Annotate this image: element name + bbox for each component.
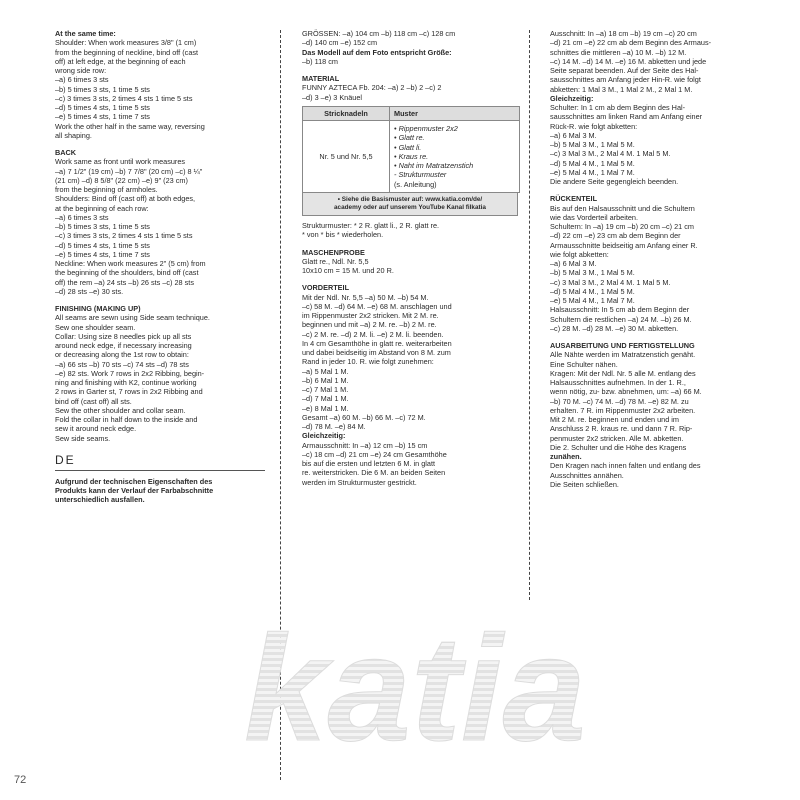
text-line: –c) 3 times 3 sts, 2 times 4 sts 1 time 5 sts	[55, 93, 193, 103]
text-line: Glatt re., Ndl. Nr. 5,5	[302, 256, 369, 266]
text-line: –b) 5 times 3 sts, 1 time 5 sts	[55, 84, 150, 94]
text-line: Rück-R. wie folgt abketten:	[550, 121, 638, 131]
text-line: Schulter: In 1 cm ab dem Beginn des Hal-	[550, 103, 686, 112]
text-line: Sew the other shoulder and collar seam.	[55, 405, 186, 415]
text-line: or decreasing along the 1st row to obtain:	[55, 350, 189, 360]
section-heading: VORDERTEIL	[302, 283, 350, 293]
text-line: –a) 66 sts –b) 70 sts –c) 74 sts –d) 78 sts	[55, 359, 189, 369]
text-line: Work the other half in the same way, reversing	[55, 121, 205, 131]
text-line: bind off (cast off) all sts.	[55, 396, 132, 406]
pattern-item: • Naht im Matratzenstich	[394, 161, 474, 171]
text-line: –e) 5 times 4 sts, 1 time 7 sts	[55, 112, 150, 122]
text-line: –d) 21 cm –e) 22 cm ab dem Beginn des Armaus-	[550, 38, 712, 48]
pattern-list	[390, 121, 520, 193]
text-line: * von * bis * wiederholen.	[302, 230, 384, 240]
column-divider	[529, 30, 530, 600]
de-note-line: unterschiedlich ausfallen.	[55, 495, 145, 505]
text-line: –c) 18 cm –d) 21 cm –e) 24 cm Gesamthöhe	[302, 449, 447, 459]
patterns-header: Muster	[390, 106, 520, 120]
text-line: Collar: Using size 8 needles pick up all sts	[55, 331, 192, 341]
text-line: wie folgt abketten:	[550, 249, 609, 259]
text-line: –b) 5 times 3 sts, 1 time 5 sts	[55, 222, 150, 231]
text-line: abketten: 1 Mal 3 M., 1 Mal 2 M., 2 Mal 1 M.	[550, 84, 693, 94]
text-line: bis auf die ersten und letzten 6 M. in glatt	[302, 459, 436, 469]
back-finishing-instructions	[550, 29, 770, 489]
text-line: Seite separat beenden. Auf der Seite des Hal-	[550, 66, 699, 75]
text-line: –d) 5 Mal 4 M., 1 Mal 5 M.	[550, 286, 635, 296]
text-line: penmuster 2x2 stricken. Alle M. abketten.	[550, 433, 684, 443]
text-line: –d) 22 cm –e) 23 cm ab dem Beginn der	[550, 231, 681, 241]
note-line: • Siehe die Basismuster auf: www.katia.com/de/	[337, 196, 483, 204]
text-line: Halsausschnittes aufnehmen. In der 1. R.,	[550, 378, 686, 387]
note-line: academy oder auf unserem YouTube Kanal filkatia	[333, 204, 486, 212]
sizes-material	[302, 29, 520, 102]
text-line: Mit 2 M. re. beginnen und enden und im	[550, 415, 679, 424]
text-line: –b) 5 Mal 3 M., 1 Mal 5 M.	[550, 268, 635, 278]
de-color-note	[55, 477, 270, 505]
text-line: Rand in jeder 10. R. wie folgt zunehmen:	[302, 357, 434, 367]
text-line: –c) 3 Mal 3 M., 2 Mal 4 M. 1 Mal 5 M.	[550, 149, 671, 159]
text-line: –d) 5 Mal 4 M., 1 Mal 5 M.	[550, 158, 635, 168]
section-heading: FINISHING (MAKING UP)	[55, 304, 141, 313]
text-line: Shoulder: When work measures 3/8" (1 cm)	[55, 38, 197, 48]
text-line: –a) 6 times 3 sts	[55, 75, 109, 85]
spacer	[550, 186, 770, 194]
text-line: Sew one shoulder seam.	[55, 322, 136, 332]
text-line: –a) 5 Mal 1 M.	[302, 366, 349, 376]
text-line: und dabei beidseitig im Abstand von 8 M. zum	[302, 348, 451, 358]
text-line: sew it around neck edge.	[55, 424, 137, 434]
text-line: Ausschnittes annähen.	[550, 470, 624, 480]
text-line: –a) 6 times 3 sts	[55, 212, 109, 222]
spacer	[302, 240, 520, 248]
text-line: In 4 cm Gesamthöhe in glatt re. weiterarbeiten	[302, 338, 452, 348]
text-line: Armausschnitte beidseitig am Anfang einer R.	[550, 240, 698, 250]
text-line: –c) 14 M. –d) 14 M. –e) 16 M. abketten und jede	[550, 56, 707, 66]
text-line: –d) 3 –e) 3 Knäuel	[302, 92, 363, 102]
section-heading: Das Modell auf dem Foto entspricht Größe:	[302, 47, 452, 57]
text-line: –d) 28 sts –e) 30 sts.	[55, 286, 124, 296]
text-line: –c) 28 M. –d) 28 M. –e) 30 M. abketten.	[550, 323, 679, 333]
column-german-2	[550, 29, 770, 489]
needles-table	[302, 106, 520, 193]
text-line: Fold the collar in half down to the inside and	[55, 415, 198, 424]
text-line: off) the rem –a) 24 sts –b) 26 sts –c) 28 sts	[55, 277, 194, 287]
text-line: Mit der Ndl. Nr. 5,5 –a) 50 M. –b) 54 M.	[302, 292, 429, 302]
text-line: Strukturmuster: * 2 R. glatt li., 2 R. glatt re.	[302, 221, 440, 231]
text-line: –c) 58 M. –d) 64 M. –e) 68 M. anschlagen und	[302, 301, 452, 311]
spacer	[550, 333, 770, 341]
text-line: im Rippenmuster 2x2 stricken. Mit 2 M. re.	[302, 311, 439, 321]
de-rule	[55, 470, 265, 471]
section-heading: BACK	[55, 148, 77, 157]
pattern-item: • Kraus re.	[394, 151, 429, 161]
text-line: GRÖSSEN: –a) 104 cm –b) 118 cm –c) 128 cm	[302, 29, 456, 38]
de-note-line: Produkts kann der Verlauf der Farbabschnitte	[55, 486, 214, 495]
section-heading: MASCHENPROBE	[302, 247, 365, 257]
text-line: Halsausschnitt: In 5 cm ab dem Beginn der	[550, 305, 690, 315]
text-line: Alle Nähte werden im Matratzenstich genäht.	[550, 350, 696, 360]
section-heading: Gleichzeitig:	[302, 431, 346, 441]
text-line: –d) 140 cm –e) 152 cm	[302, 38, 378, 48]
text-line: from the beginning of armholes.	[55, 185, 158, 194]
text-line: 2 rows in Garter st, 7 rows in 2x2 Ribbing and	[55, 387, 203, 397]
pattern-item: • Rippenmuster 2x2	[394, 124, 458, 133]
text-line: 10x10 cm = 15 M. und 20 R.	[302, 266, 394, 276]
english-instructions	[55, 29, 270, 443]
text-line: Den Kragen nach innen falten und entlang des	[550, 461, 701, 471]
text-line: erhalten. 7 R. im Rippenmuster 2x2 arbeiten.	[550, 405, 696, 415]
page-number: 72	[14, 774, 27, 786]
section-heading: MATERIAL	[302, 74, 340, 83]
text-line: wie das Vorderteil arbeiten.	[550, 212, 639, 222]
text-line: Sew side seams.	[55, 433, 111, 443]
text-line: wenn nötig, zu- bzw. abnehmen, um: –a) 66 M.	[550, 387, 702, 397]
logo-text: katia	[244, 628, 586, 760]
text-line: –b) 70 M. –c) 74 M. –d) 78 M. –e) 82 M. zu	[550, 396, 689, 406]
text-line: schnittes die mittleren –a) 10 M. –b) 12 M.	[550, 47, 687, 57]
column-english	[55, 29, 270, 505]
academy-note	[302, 193, 518, 216]
text-line: –e) 82 sts. Work 7 rows in 2x2 Ribbing, begin-	[55, 368, 205, 378]
section-heading: AUSARBEITUNG UND FERTIGSTELLUNG	[550, 341, 695, 350]
text-line: Gesamt –a) 60 M. –b) 66 M. –c) 72 M.	[302, 412, 426, 422]
section-heading: zunähen.	[550, 452, 582, 461]
text-line: beginnen und mit –a) 2 M. re. –b) 2 M. re.	[302, 320, 437, 330]
katia-logo	[225, 628, 605, 760]
text-line: –b) 5 Mal 3 M., 1 Mal 5 M.	[550, 140, 635, 149]
pattern-item: (s. Anleitung)	[394, 179, 437, 189]
text-line: ning and finishing with K2, continue working	[55, 378, 197, 387]
needles-header: Stricknadeln	[303, 106, 390, 120]
front-instructions	[302, 221, 520, 487]
text-line: the beginning of the shoulders, bind off (cast	[55, 268, 199, 278]
text-line: Shoulders: Bind off (cast off) at both edges,	[55, 194, 196, 204]
text-line: Work same as front until work measures	[55, 157, 186, 167]
text-line: Schultern: In –a) 19 cm –b) 20 cm –c) 21 cm	[550, 222, 694, 231]
text-line: –a) 6 Mal 3 M.	[550, 259, 597, 268]
pattern-item: • Glatt re.	[394, 133, 425, 143]
section-heading: RÜCKENTEIL	[550, 194, 598, 204]
text-line: –d) 5 times 4 sts, 1 time 5 sts	[55, 240, 150, 250]
text-line: –d) 5 times 4 sts, 1 time 5 sts	[55, 103, 150, 112]
text-line: –c) 3 times 3 sts, 2 times 4 sts 1 time 5 sts	[55, 231, 193, 241]
spacer	[55, 140, 270, 148]
text-line: Bis auf den Halsausschnitt und die Schultern	[550, 203, 695, 213]
text-line: –a) 6 Mal 3 M.	[550, 130, 597, 140]
text-line: Armausschnitt: In –a) 12 cm –b) 15 cm	[302, 440, 428, 450]
text-line: from the beginning of neckline, bind off (cast	[55, 47, 199, 57]
text-line: around neck edge, if necessary increasing	[55, 341, 192, 350]
pattern-item: - Strukturmuster	[394, 170, 447, 180]
text-line: (21 cm) –d) 8 5/8" (22 cm) –e) 9" (23 cm)	[55, 175, 188, 185]
text-line: wrong side row:	[55, 66, 107, 75]
text-line: off) at left edge, at the beginning of each	[55, 56, 186, 66]
spacer	[302, 275, 520, 283]
text-line: sausschnittes am Anfang jeder Hin-R. wie folgt	[550, 75, 701, 85]
text-line: sausschnittes am linken Rand am Anfang einer	[550, 112, 703, 122]
text-line: –d) 7 Mal 1 M.	[302, 394, 349, 404]
text-line: Ausschnitt: In –a) 18 cm –b) 19 cm –c) 20 cm	[550, 29, 697, 38]
column-german-1	[302, 29, 520, 487]
text-line: Die Seiten schließen.	[550, 479, 619, 489]
text-line: All seams are sewn using Side seam technique.	[55, 313, 210, 323]
text-line: Die andere Seite gegengleich beenden.	[550, 177, 679, 186]
text-line: Eine Schulter nähen.	[550, 359, 618, 369]
text-line: –b) 118 cm	[302, 56, 338, 66]
text-line: –e) 5 Mal 4 M., 1 Mal 7 M.	[550, 167, 635, 177]
text-line: –e) 8 Mal 1 M.	[302, 403, 349, 413]
de-note-line: Aufgrund der technischen Eigenschaften des	[55, 476, 213, 486]
text-line: at the beginning of each row:	[55, 203, 149, 213]
needle-sizes: Nr. 5 und Nr. 5,5	[303, 121, 390, 193]
text-line: –e) 5 Mal 4 M., 1 Mal 7 M.	[550, 296, 635, 305]
text-line: –b) 6 Mal 1 M.	[302, 375, 349, 385]
text-line: werden im Strukturmuster gestrickt.	[302, 477, 417, 487]
text-line: Schultern die restlichen –a) 24 M. –b) 26 M.	[550, 314, 692, 324]
text-line: Anschluss 2 R. kraus re. und dann 7 R. Rip-	[550, 424, 693, 434]
text-line: –c) 7 Mal 1 M.	[302, 385, 349, 395]
text-line: FUNNY AZTECA Fb. 204: –a) 2 –b) 2 –c) 2	[302, 83, 442, 93]
text-line: –a) 7 1/2" (19 cm) –b) 7 7/8" (20 cm) –c) 8 ¼"	[55, 166, 203, 176]
pattern-item: • Glatt li.	[394, 142, 422, 152]
text-line: –c) 3 Mal 3 M., 2 Mal 4 M. 1 Mal 5 M.	[550, 277, 671, 287]
text-line: Kragen: Mit der Ndl. Nr. 5 alle M. entlang des	[550, 368, 696, 378]
text-line: Neckline: When work measures 2" (5 cm) from	[55, 259, 206, 268]
text-line: –c) 2 M. re. –d) 2 M. li. –e) 2 M. li. beenden.	[302, 329, 444, 339]
spacer	[55, 296, 270, 304]
text-line: –e) 5 times 4 sts, 1 time 7 sts	[55, 249, 150, 259]
text-line: re. weiterstricken. Die 6 M. an beiden Seiten	[302, 468, 446, 478]
de-heading: DE	[55, 452, 76, 467]
text-line: Die 2. Schulter und die Höhe des Kragens	[550, 442, 687, 452]
text-line: all shaping.	[55, 130, 92, 140]
section-heading: Gleichzeitig:	[550, 93, 594, 103]
section-heading: At the same time:	[55, 29, 116, 38]
spacer	[302, 66, 520, 74]
text-line: –d) 78 M. –e) 84 M.	[302, 422, 366, 432]
